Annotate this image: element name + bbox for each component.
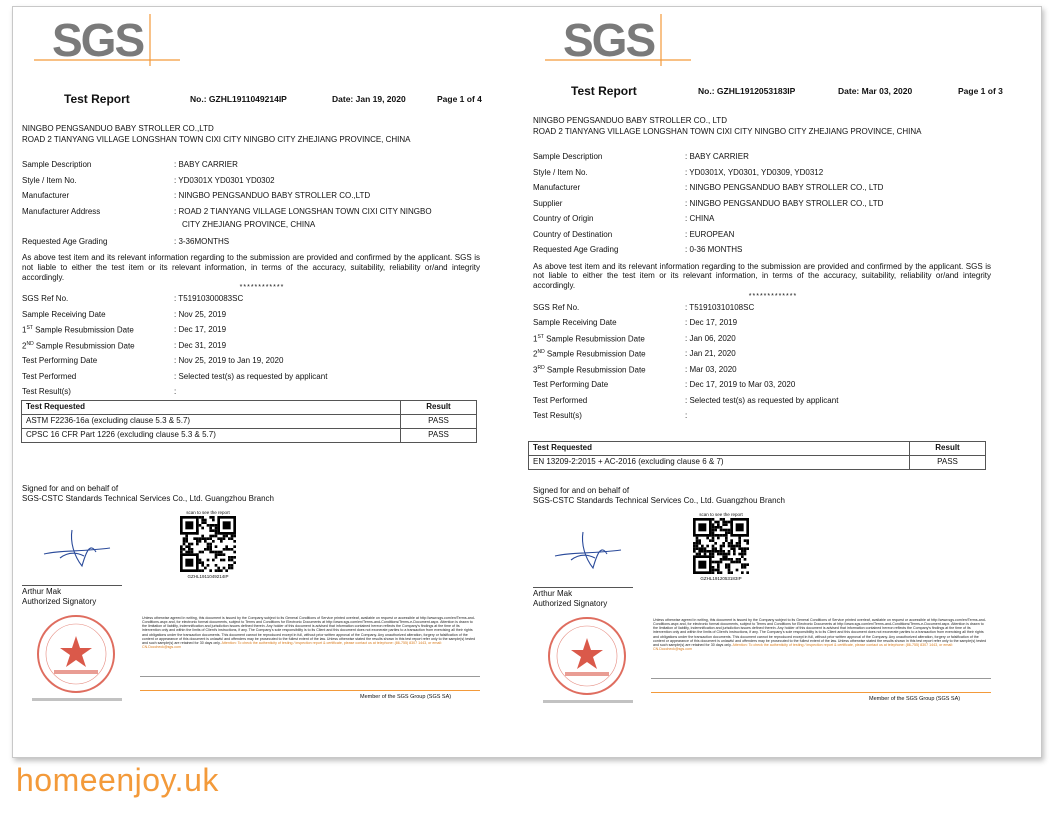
- page-indicator: Page 1 of 3: [958, 86, 1003, 96]
- ref-label: 1ST Sample Resubmission Date: [533, 333, 645, 344]
- column-result: Result: [910, 441, 986, 455]
- signed-company: SGS-CSTC Standards Technical Services Co., Ltd. Guangzhou Branch: [22, 494, 274, 503]
- ref-row: [22, 372, 502, 385]
- field-row: [533, 183, 1013, 196]
- ref-value: :: [174, 387, 177, 396]
- signed-company: SGS-CSTC Standards Technical Services Co., Ltd. Guangzhou Branch: [533, 496, 785, 505]
- ref-row: [533, 318, 1013, 331]
- sgs-member-note: Member of the SGS Group (SGS SA): [360, 694, 452, 700]
- table-row: [22, 414, 477, 428]
- signed-label: Signed for and on behalf of: [22, 484, 119, 493]
- svg-text:SGS: SGS: [563, 14, 655, 66]
- page-indicator: Page 1 of 4: [437, 94, 482, 104]
- report-header: [22, 94, 502, 108]
- company-seal-icon: [543, 614, 643, 714]
- liability-statement: As above test item and its relevant information regarding to the submission are provided and confirmed by the applicant. SGS is not liable to either the test item or its relevant information, in terms of the accuracy, suitability, reliability or/and integrity accordingly.: [22, 253, 480, 282]
- ref-label: Test Result(s): [22, 387, 71, 396]
- qr-label: scan to see the report: [186, 510, 230, 515]
- ref-label: 3RD Sample Resubmission Date: [533, 364, 646, 375]
- ref-value: : Dec 17, 2019 to Mar 03, 2020: [685, 380, 796, 389]
- field-label: Requested Age Grading: [533, 245, 619, 254]
- ref-row: [22, 341, 502, 354]
- ref-value: : Selected test(s) as requested by applicant: [685, 395, 839, 405]
- company-name: NINGBO PENGSANDUO BABY STROLLER CO., LTD: [533, 116, 727, 125]
- ref-value: : Dec 17, 2019: [174, 325, 227, 334]
- signer-name: Arthur Mak: [22, 587, 62, 596]
- ref-label: Test Performing Date: [533, 380, 609, 389]
- ref-value: : Jan 21, 2020: [685, 349, 736, 358]
- ref-row: [533, 334, 1013, 347]
- footer-rule: [651, 692, 991, 693]
- ref-row: [22, 325, 502, 338]
- qr-code-icon[interactable]: [693, 518, 749, 574]
- ref-value: : Selected test(s) as requested by applicant: [174, 371, 328, 381]
- field-label: Style / Item No.: [22, 175, 77, 185]
- signature-image: [40, 522, 120, 572]
- ref-row: [533, 380, 1013, 393]
- field-label: Manufacturer: [22, 191, 70, 200]
- ref-label: Sample Receiving Date: [533, 318, 617, 327]
- field-row: [22, 176, 502, 189]
- ref-label: SGS Ref No.: [22, 294, 69, 303]
- sgs-logo: [32, 10, 182, 66]
- ref-value: : Mar 03, 2020: [685, 364, 737, 374]
- table-row: [22, 428, 477, 442]
- report-title: Test Report: [64, 92, 130, 106]
- field-label: Country of Origin: [533, 214, 594, 223]
- field-label: Requested Age Grading: [22, 236, 108, 246]
- ref-label: 2ND Sample Resubmission Date: [533, 349, 646, 359]
- field-value-cont: CITY ZHEJIANG PROVINCE, CHINA: [182, 219, 316, 229]
- qr-caption: GZHL1911049214IP: [187, 574, 229, 579]
- field-value: : CHINA: [685, 214, 715, 223]
- qr-code-icon[interactable]: [180, 516, 236, 572]
- ref-label: 1ST Sample Resubmission Date: [22, 325, 134, 335]
- field-value: : ROAD 2 TIANYANG VILLAGE LONGSHAN TOWN CIXI CITY NINGBO: [174, 206, 432, 216]
- fine-print: Unless otherwise agreed in writing, this document is issued by the Company subject to its General Conditions of Service printed overleaf, available on request or accessible at http://www.sgs.com/en/Terms-and-Conditions.aspx and, for electronic format documents, subject to Terms and Conditions for Electronic Documents at http://www.sgs.com/en/Terms-and-Conditions/Terms-e-Document.aspx. Attention is drawn to the limitation of liability, indemnification and jurisdiction issues defined therein. Any holder of this document is advised that information contained hereon reflects the Company's findings at the time of its intervention only and within the limits of Client's instructions, if any. The Company's sole responsibility is to its Client and this document does not exonerate parties to a transaction from exercising all their rights and obligations under the transaction documents. This document cannot be reproduced except in full, without prior written approval of the Company. Any unauthorized alteration, forgery or falsification of the content or appearance of this document is unlawful and offenders may be prosecuted to the fullest extent of the law. Unless otherwise stated the results shown in this test report refer only to the sample(s) tested and such sample(s) are retained for 30 days only. Attention: To check the authenticity of testing / inspection report & certificate, please contact us at telephone: (86-755) 8307 1443, or email: CN.Doccheck@sgs.com: [653, 618, 987, 651]
- ref-value: : Dec 31, 2019: [174, 340, 227, 350]
- ref-label: Test Performed: [22, 371, 77, 381]
- qr-label: scan to see the report: [699, 512, 743, 517]
- ref-value: : T51910300083SC: [174, 294, 244, 303]
- ref-value: : Jan 06, 2020: [685, 333, 736, 343]
- field-label: Style / Item No.: [533, 167, 588, 177]
- column-result: Result: [401, 400, 477, 414]
- test-name: CPSC 16 CFR Part 1226 (excluding clause 5.3 & 5.7): [22, 428, 401, 442]
- table-header-row: [529, 441, 986, 455]
- column-test: Test Requested: [22, 400, 401, 414]
- table-row: [529, 455, 986, 469]
- ref-row: [533, 349, 1013, 362]
- footer-address-line: [140, 676, 480, 686]
- signer-title: Authorized Signatory: [22, 597, 97, 606]
- test-report-2: [533, 10, 1013, 740]
- ref-value: : T51910310108SC: [685, 302, 755, 312]
- ref-row: [22, 356, 502, 369]
- field-value: : BABY CARRIER: [174, 160, 238, 169]
- test-result: PASS: [401, 428, 477, 442]
- liability-statement: As above test item and its relevant information regarding to the submission are provided and confirmed by the applicant. SGS is not liable to either the test item or its relevant information, in terms of the accuracy, suitability, reliability or/and integrity accordingly.: [533, 261, 991, 290]
- signed-label: Signed for and on behalf of: [533, 486, 630, 495]
- test-name: EN 13209-2:2015 + AC-2016 (excluding clause 6 & 7): [529, 455, 910, 469]
- results-table: [21, 400, 477, 443]
- results-table: [528, 441, 986, 470]
- ref-label: 2ND Sample Resubmission Date: [22, 340, 135, 351]
- field-value: : NINGBO PENGSANDUO BABY STROLLER CO., LTD: [685, 198, 884, 208]
- field-label: Manufacturer Address: [22, 206, 101, 216]
- footer-rule: [140, 690, 480, 691]
- company-name: NINGBO PENGSANDUO BABY STROLLER CO.,LTD: [22, 124, 214, 133]
- ref-row: [22, 294, 502, 307]
- field-row: [533, 152, 1013, 165]
- test-report-1: [22, 10, 502, 740]
- field-label: Manufacturer: [533, 183, 581, 192]
- ref-row: [533, 303, 1013, 316]
- field-label: Sample Description: [22, 160, 92, 169]
- separator-stars: ************: [239, 284, 285, 291]
- ref-label: SGS Ref No.: [533, 302, 580, 312]
- ref-row: [533, 396, 1013, 409]
- field-row: [22, 191, 502, 204]
- svg-text:SGS: SGS: [52, 14, 144, 66]
- ref-label: Test Performed: [533, 395, 588, 405]
- footer-address-line: [651, 678, 991, 688]
- company-address: ROAD 2 TIANYANG VILLAGE LONGSHAN TOWN CIXI CITY NINGBO CITY ZHEJIANG PROVINCE, CHINA: [22, 135, 411, 144]
- table-header-row: [22, 400, 477, 414]
- field-row: [533, 199, 1013, 212]
- field-value: : 3-36MONTHS: [174, 236, 230, 246]
- brand-watermark: homeenjoy.uk: [16, 762, 219, 798]
- field-row: [533, 230, 1013, 243]
- report-header: [533, 86, 1013, 100]
- field-row: [533, 245, 1013, 258]
- field-row: [533, 214, 1013, 227]
- ref-row: [22, 310, 502, 323]
- company-seal-icon: [32, 612, 132, 712]
- field-label: Country of Destination: [533, 229, 613, 239]
- field-row: [533, 168, 1013, 181]
- ref-value: :: [685, 411, 688, 420]
- report-date: Date: Jan 19, 2020: [332, 94, 406, 104]
- qr-caption: GZHL1912053183IP: [700, 576, 742, 581]
- field-row: [22, 206, 502, 229]
- ref-value: : Dec 17, 2019: [685, 318, 738, 327]
- fine-print: Unless otherwise agreed in writing, this document is issued by the Company subject to its General Conditions of Service printed overleaf, available on request or accessible at http://www.sgs.com/en/Terms-and-Conditions.aspx and, for electronic format documents, subject to Terms and Conditions for Electronic Documents at http://www.sgs.com/en/Terms-and-Conditions/Terms-e-Document.aspx. Attention is drawn to the limitation of liability, indemnification and jurisdiction issues defined therein. Any holder of this document is advised that information contained hereon reflects the Company's findings at the time of its intervention only and within the limits of Client's instructions, if any. The Company's sole responsibility is to its Client and this document does not exonerate parties to a transaction from exercising all their rights and obligations under the transaction documents. This document cannot be reproduced except in full, without prior written approval of the Company. Any unauthorized alteration, forgery or falsification of the content or appearance of this document is unlawful and offenders may be prosecuted to the fullest extent of the law. Unless otherwise stated the results shown in this test report refer only to the sample(s) tested and such sample(s) are retained for 30 days only. Attention: To check the authenticity of testing / inspection report & certificate, please contact us at telephone: (86-755) 8307 1443, or email: CN.Doccheck@sgs.com: [142, 616, 476, 649]
- test-result: PASS: [401, 414, 477, 428]
- signature-line: [22, 585, 122, 586]
- signer-title: Authorized Signatory: [533, 599, 608, 608]
- ref-row: [533, 365, 1013, 378]
- ref-label: Test Performing Date: [22, 356, 98, 365]
- field-value: : 0-36 MONTHS: [685, 245, 743, 254]
- test-name: ASTM F2236-16a (excluding clause 5.3 & 5.7): [22, 414, 401, 428]
- field-value: : EUROPEAN: [685, 229, 735, 239]
- signer-name: Arthur Mak: [533, 589, 573, 598]
- test-result: PASS: [910, 455, 986, 469]
- signature-line: [533, 587, 633, 588]
- field-label: Sample Description: [533, 152, 603, 161]
- sgs-logo: [543, 10, 693, 66]
- ref-row: [22, 387, 502, 400]
- separator-stars: *************: [748, 292, 798, 300]
- field-value: : YD0301X YD0301 YD0302: [174, 175, 275, 185]
- field-label: Supplier: [533, 198, 563, 208]
- field-row: [22, 237, 502, 250]
- ref-label: Sample Receiving Date: [22, 309, 106, 319]
- field-value: : NINGBO PENGSANDUO BABY STROLLER CO., LTD: [685, 183, 884, 192]
- ref-value: : Nov 25, 2019: [174, 309, 227, 319]
- report-title: Test Report: [571, 84, 637, 98]
- report-number: No.: GZHL1912053183IP: [698, 86, 796, 96]
- report-number: No.: GZHL1911049214IP: [190, 94, 287, 104]
- report-date: Date: Mar 03, 2020: [838, 86, 913, 96]
- field-value: : NINGBO PENGSANDUO BABY STROLLER CO.,LTD: [174, 191, 371, 200]
- ref-row: [533, 411, 1013, 424]
- company-address: ROAD 2 TIANYANG VILLAGE LONGSHAN TOWN CIXI CITY NINGBO CITY ZHEJIANG PROVINCE, CHINA: [533, 127, 922, 136]
- ref-value: : Nov 25, 2019 to Jan 19, 2020: [174, 356, 284, 365]
- field-value: : BABY CARRIER: [685, 152, 749, 161]
- field-row: [22, 160, 502, 173]
- sgs-member-note: Member of the SGS Group (SGS SA): [869, 696, 961, 702]
- signature-image: [551, 524, 631, 574]
- field-value: : YD0301X, YD0301, YD0309, YD0312: [685, 167, 824, 177]
- ref-label: Test Result(s): [533, 411, 582, 420]
- column-test: Test Requested: [529, 441, 910, 455]
